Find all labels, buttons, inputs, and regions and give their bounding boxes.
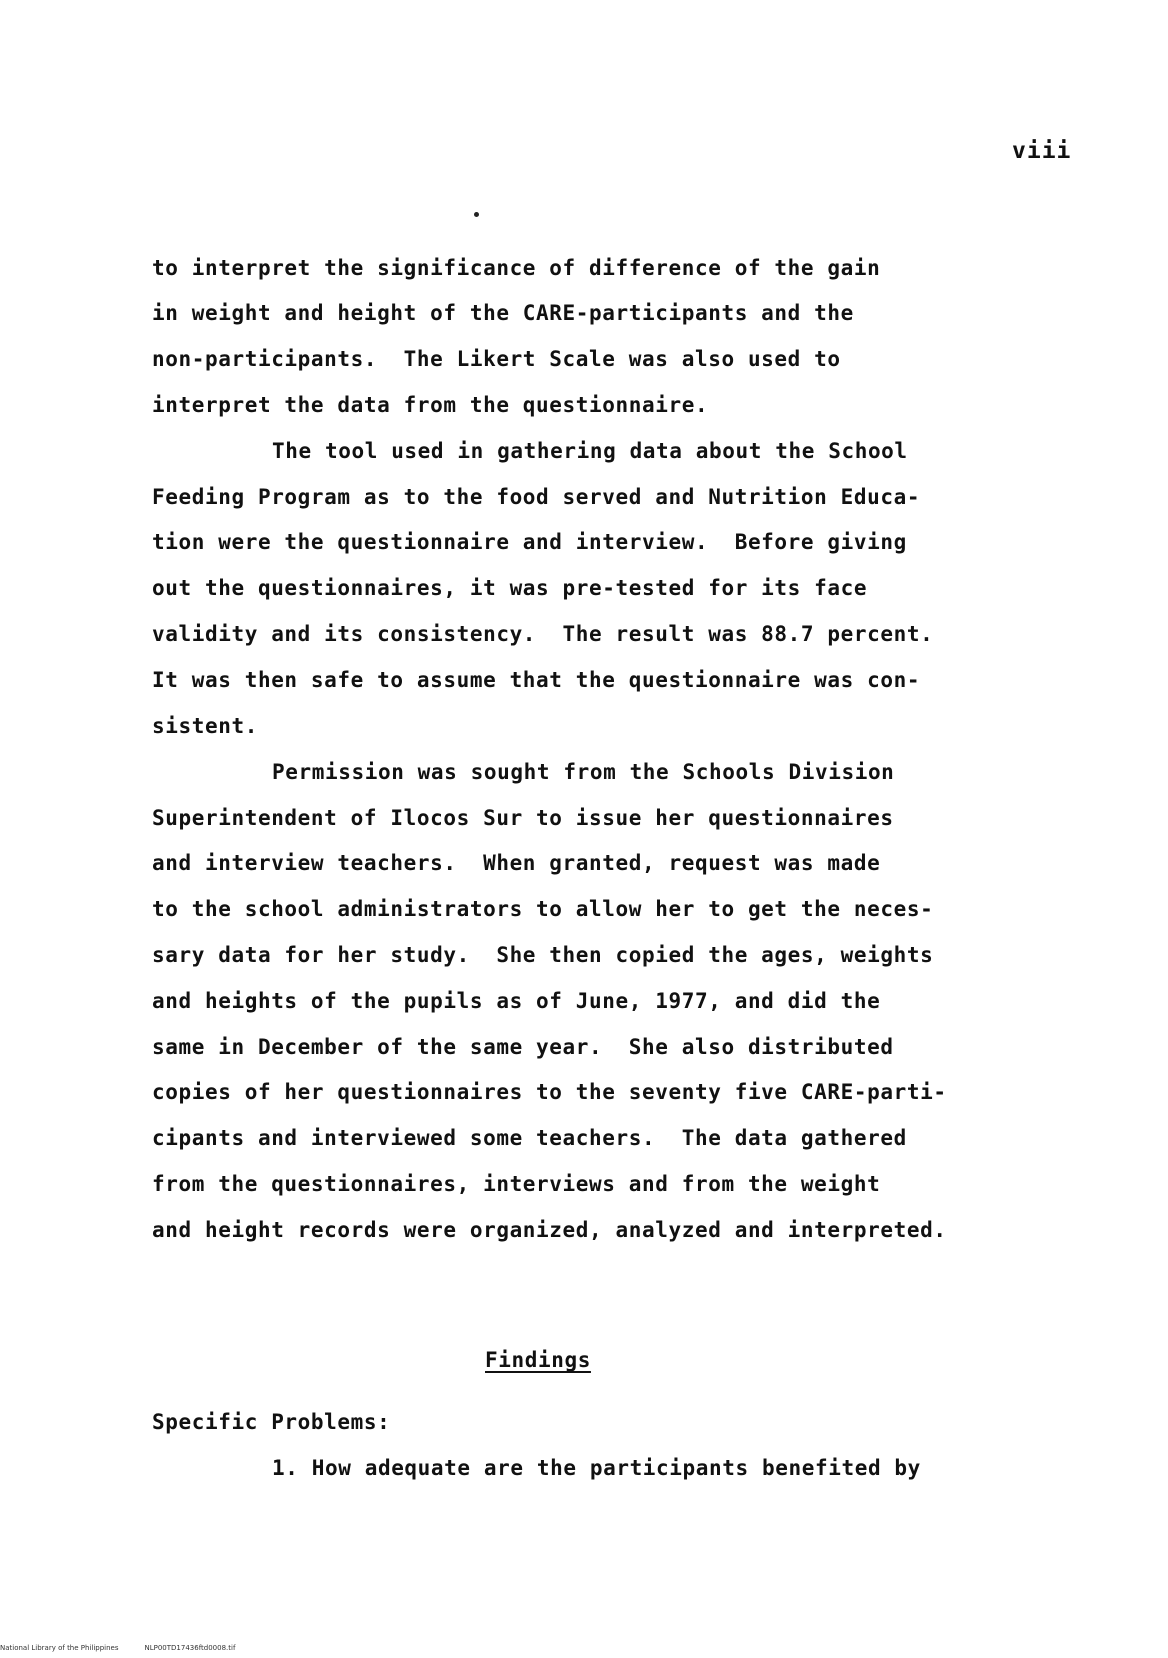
text-line: sary data for her study. She then copied the ages, weights <box>152 943 934 967</box>
subheading-specific-problems: Specific Problems: <box>152 1410 391 1434</box>
text-line: validity and its consistency. The result was 88.7 percent. <box>152 622 934 646</box>
text-line: to interpret the significance of difference of the gain <box>152 256 881 280</box>
text-line: non-participants. The Likert Scale was also used to <box>152 347 841 371</box>
section-heading-findings: Findings <box>485 1348 591 1372</box>
text-line: in weight and height of the CARE-participants and the <box>152 301 854 325</box>
text-line: The tool used in gathering data about the School <box>272 439 908 463</box>
text-line: Superintendent of Ilocos Sur to issue her questionnaires <box>152 806 894 830</box>
scan-speck <box>474 212 479 217</box>
text-line: interpret the data from the questionnaire. <box>152 393 709 417</box>
text-line: and heights of the pupils as of June, 1977, and did the <box>152 989 881 1013</box>
text-line: from the questionnaires, interviews and from the weight <box>152 1172 881 1196</box>
text-line: and height records were organized, analyzed and interpreted. <box>152 1218 947 1242</box>
text-line: out the questionnaires, it was pre-tested for its face <box>152 576 868 600</box>
text-line: same in December of the same year. She also distributed <box>152 1035 894 1059</box>
text-line: tion were the questionnaire and interview. Before giving <box>152 530 907 554</box>
text-line: to the school administrators to allow her to get the neces- <box>152 897 934 921</box>
text-line: cipants and interviewed some teachers. The data gathered <box>152 1126 907 1150</box>
text-line: Feeding Program as to the food served and Nutrition Educa- <box>152 485 921 509</box>
footer-library: National Library of the Philippines <box>0 1644 119 1652</box>
text-line: Permission was sought from the Schools Division <box>272 760 895 784</box>
scan-footer <box>0 1644 261 1652</box>
text-line: sistent. <box>152 714 258 738</box>
page-number: viii <box>1012 138 1072 164</box>
text-line: copies of her questionnaires to the seventy five CARE-parti- <box>152 1080 947 1104</box>
text-line: It was then safe to assume that the questionnaire was con- <box>152 668 921 692</box>
text-line: and interview teachers. When granted, request was made <box>152 851 881 875</box>
footer-file: NLP00TD17436ftd0008.tif <box>144 1644 236 1652</box>
problem-item-1: 1. How adequate are the participants benefited by <box>272 1456 921 1480</box>
